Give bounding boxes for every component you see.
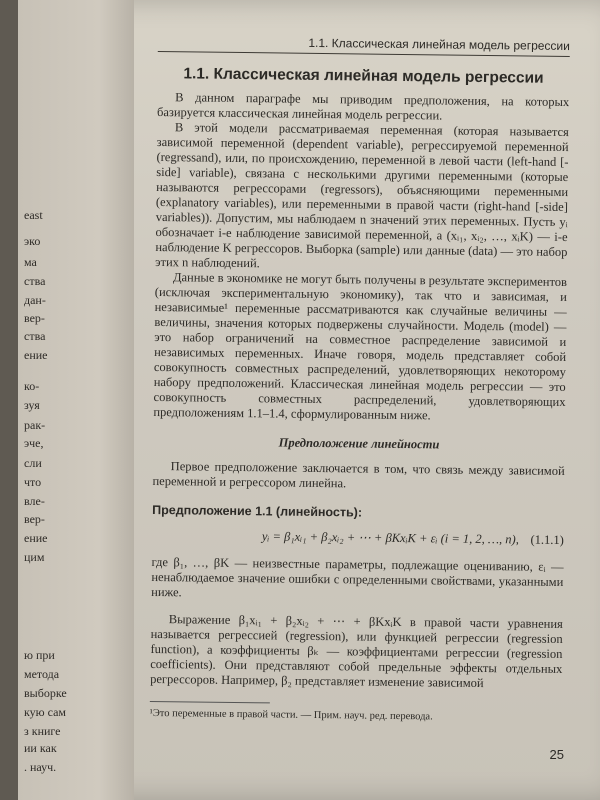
section-title: 1.1. Классическая линейная модель регрессии bbox=[183, 65, 544, 87]
left-page-fragment: ма bbox=[24, 255, 37, 269]
equation: yᵢ = β₁xᵢ₁ + β₂xᵢ₂ + ⋯ + βKxᵢK + εᵢ (i = 1, 2, …, n), bbox=[261, 529, 519, 547]
footnote: ¹Это переменные в правой части. — Прим. науч. ред. перевода. bbox=[149, 707, 433, 723]
footnote-rule bbox=[149, 701, 433, 723]
left-page-fragment: дан- bbox=[24, 293, 46, 307]
left-page-fragment: ко- bbox=[24, 379, 40, 393]
left-page-fragment: ю при bbox=[24, 648, 55, 662]
equation-number: (1.1.1) bbox=[530, 532, 564, 547]
left-page-fragment: эче, bbox=[24, 436, 44, 450]
left-page-fragment: выборке bbox=[24, 686, 67, 700]
book-page bbox=[18, 0, 600, 800]
paragraph-regression: Выражение β₁xᵢ₁ + β₂xᵢ₂ + ⋯ + βKxᵢK в правой части уравнения называется регрессией (regression), или функцией регрессии (regression function), а коэффициенты βₖ — коэффициентами регрессии (regression coefficients). Они представляют собой предельные эффекты отдельных регрессоров. Например, β₂ представляет изменение зависимой bbox=[150, 612, 563, 691]
left-page-fragment: цим bbox=[24, 550, 45, 564]
left-page-fragment: что bbox=[24, 475, 42, 489]
left-page-fragment: east bbox=[24, 208, 43, 222]
left-page-fragment: ение bbox=[24, 348, 48, 362]
running-head: 1.1. Классическая линейная модель регрессии bbox=[158, 34, 570, 57]
left-page-edge bbox=[18, 0, 134, 800]
assumption-title: Предположение 1.1 (линейность): bbox=[152, 502, 363, 520]
paragraph-linearity: Первое предположение заключается в том, что связь между зависимой переменной и регрессором линейна. bbox=[152, 459, 565, 491]
paragraph-intro: В данном параграфе мы приводим предположения, на которых базируется классическая линейная модель регрессии. bbox=[156, 90, 570, 123]
equation-note: где β₁, …, βK — неизвестные параметры, подлежащие оцениванию, εᵢ — ненаблюдаемое значение ошибки с определенными свойствами, указанными ниже. bbox=[151, 554, 564, 600]
equation-row bbox=[152, 528, 564, 548]
left-page-fragment: з книге bbox=[24, 724, 61, 738]
left-page-fragment: кую сам bbox=[24, 705, 67, 719]
left-page-fragment: метода bbox=[24, 667, 60, 681]
paragraph-data: Данные в экономике не могут быть получены в результате экспериментов (исключая экспериментальную экономику), так что и зависимая, и независимые¹ переменные рассматриваются как случайные величины — величины, значения которых подвержены случайности. Модель (model) — это набор ограничений на совместное распределение зависимой и независимых переменных. Иначе говоря, модель представляет собой совокупность совместных распределений, удовлетворяющих некоторому набору предположений. Классическая линейная модель регрессии — это совокупность совместных распределений, удовлетворяющих предположениям 1.1–1.4, сформулированным ниже. bbox=[153, 270, 568, 423]
left-page-fragment: рак- bbox=[24, 418, 46, 432]
left-page-fragment: ства bbox=[24, 274, 46, 288]
subsection-heading: Предположение линейности bbox=[278, 435, 440, 452]
left-page-fragment: . науч. bbox=[24, 760, 57, 774]
page-content bbox=[150, 34, 570, 726]
left-page-fragment: ии как bbox=[24, 741, 57, 755]
left-page-fragment: ение bbox=[24, 531, 48, 545]
left-page-fragment: ства bbox=[24, 329, 46, 343]
left-page-fragment: сли bbox=[24, 456, 42, 470]
left-page-fragment: зуя bbox=[24, 398, 40, 412]
left-page-fragment: вер- bbox=[24, 311, 45, 325]
left-page-fragment: эко bbox=[24, 234, 41, 248]
paragraph-model: В этой модели рассматриваемая переменная (которая называется зависимой переменной (dependent variable), регрессируемой переменной (regressand), или, по происхождению, переменной в левой части (left-hand [-side] variable), связана с несколькими другими переменными (которые называются регрессорами (regressors), объясняющими переменными (explanatory variables), или переменными в правой части (right-hand [-side] variables)). Допустим, мы наблюдаем n значений этих переменных. Пусть yᵢ обозначает i-е наблюдение зависимой переменной, а (xᵢ₁, xᵢ₂, …, xᵢK) — i-е наблюдение K регрессоров. Выборка (sample) или данные (data) — это набор этих n наблюдений. bbox=[155, 120, 569, 271]
left-page-fragment: вле- bbox=[24, 494, 45, 508]
page-number: 25 bbox=[549, 747, 564, 762]
left-page-fragment: вер- bbox=[24, 512, 45, 526]
